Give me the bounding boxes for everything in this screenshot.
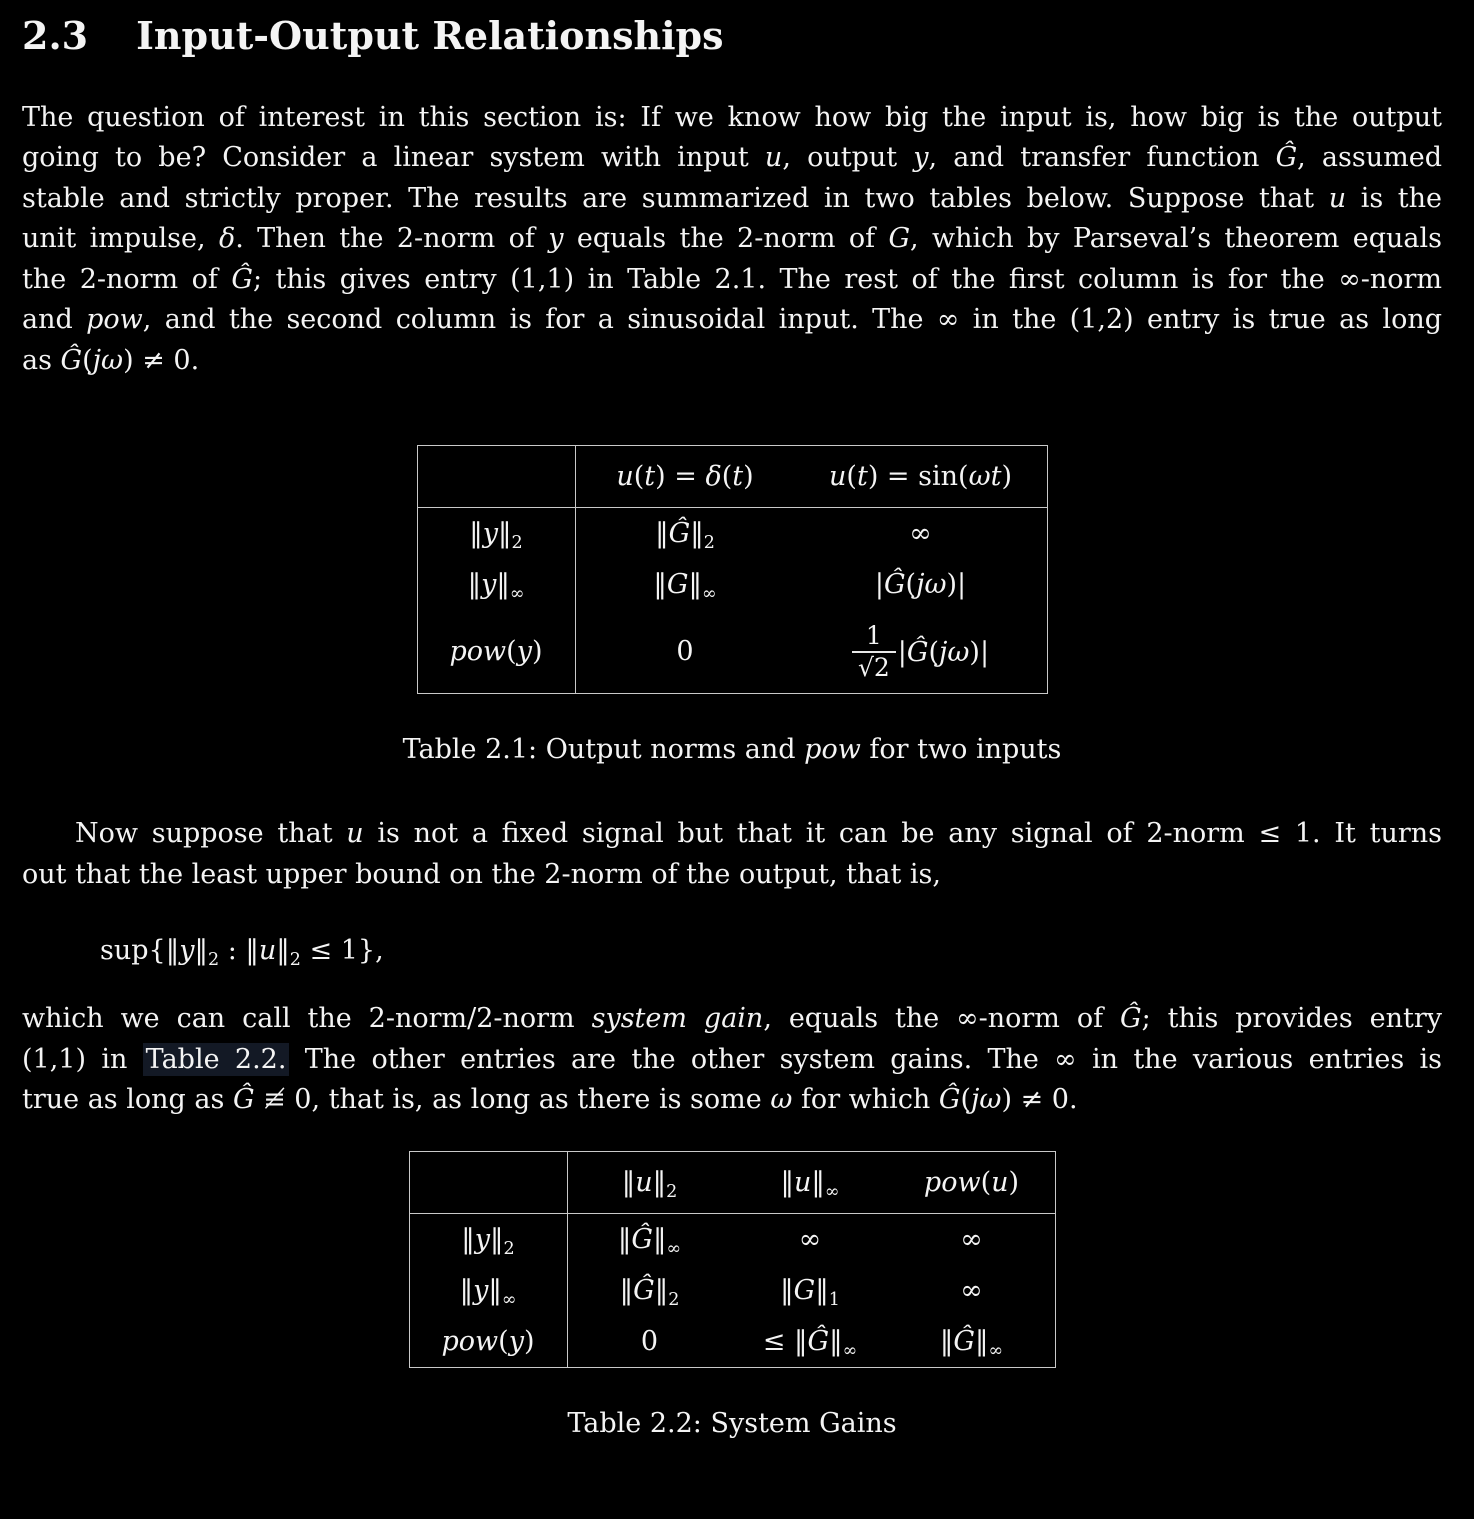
fraction-numerator: 1 [865, 621, 882, 650]
value-cell: $‖G‖_\infty$ [653, 569, 717, 605]
paragraph-intro [22, 98, 1442, 382]
value-cell: ≤ $‖Ĝ‖_\infty$ [762, 1325, 858, 1361]
fraction-expression [852, 621, 989, 683]
value-cell: $‖Ĝ‖_2$ [619, 1274, 680, 1310]
row-label-pow: pow(y) [409, 1316, 567, 1368]
value-cell: ∞ [960, 1274, 983, 1306]
row-label-yinfnorm: $‖y‖_\infty$ [409, 1265, 567, 1316]
value-cell: ∞ [909, 518, 932, 549]
value-cell: 0 [676, 636, 694, 667]
section-number: 2.3 [22, 13, 89, 58]
value-cell: $‖Ĝ‖_\infty$ [939, 1325, 1004, 1361]
row-label-yinfnorm: $‖y‖_\infty$ [417, 559, 575, 610]
text-line: going to be? Consider a linear system with input u, output y, and transfer function Ĝ, assumed [22, 142, 1442, 173]
blank-corner-cell [417, 446, 575, 508]
blank-corner-cell [409, 1151, 567, 1213]
sup-norm-equation: $sup\{‖y‖_2$ : $‖u‖_2 \le 1$}, [100, 935, 384, 971]
text-line: The question of interest in this section is: If we know how big the input is, how big is the output [22, 101, 1442, 133]
table-header-row [417, 446, 1047, 508]
table-row [409, 1316, 1055, 1368]
header-cell-sinusoid-input: u(t) = sin(ωt) [795, 446, 1048, 508]
table-2-1-wrapper [22, 445, 1442, 694]
value-cell: |Ĝ(jω)| [874, 569, 967, 600]
table-row [409, 1213, 1055, 1265]
header-cell-powu: pow(u) [889, 1151, 1056, 1213]
table-2-2-wrapper [22, 1151, 1442, 1368]
value-cell: 0 [640, 1325, 659, 1357]
text-line: true as long as Ĝ ≢ 0, that is, as long as there is some ω for which Ĝ(jω) ≠ 0. [22, 1084, 1078, 1115]
table-row [417, 610, 1047, 694]
text-line: as Ĝ(jω) ≠ 0. [22, 344, 200, 376]
fraction-denominator: √2 [852, 651, 896, 683]
text-line: and pow, and the second column is for a sinusoidal input. The ∞ in the (1,2) entry is true as long [22, 304, 1442, 335]
text-line: which we can call the 2-norm/2-norm system gain, equals the ∞-norm of Ĝ; this provides entry [22, 1003, 1442, 1034]
paragraph-system-gain [22, 999, 1442, 1121]
fraction-rest: |Ĝ(jω)| [897, 636, 990, 668]
paragraph-suppose [22, 814, 1442, 895]
text-line: out that the least upper bound on the 2-norm of the output, that is, [22, 858, 941, 890]
table-row [417, 559, 1047, 610]
table-header-row [409, 1151, 1055, 1213]
table-2-1-caption: Table 2.1: Output norms and pow for two inputs [402, 734, 1062, 765]
text-line: (1,1) in Table 2.2. The other entries are the other system gains. The ∞ in the various entries is [22, 1043, 1442, 1075]
text-line: unit impulse, δ. Then the 2-norm of y equals the 2-norm of G, which by Parseval’s theorem equals [22, 223, 1442, 254]
header-cell-impulse-input: u(t) = δ(t) [575, 446, 795, 508]
table-2-2-caption: Table 2.2: System Gains [567, 1407, 897, 1439]
text-line: the 2-norm of Ĝ; this gives entry (1,1) in Table 2.1. The rest of the first column is for the ∞-norm [22, 263, 1443, 295]
text-line: Now suppose that u is not a fixed signal but that it can be any signal of 2-norm ≤ 1. It turns [75, 818, 1442, 849]
row-label-pow: pow(y) [417, 610, 575, 694]
table-row [409, 1265, 1055, 1316]
row-label-y2norm: $‖y‖_2$ [417, 508, 575, 560]
text-line: stable and strictly proper. The results are summarized in two tables below. Suppose that u is the [22, 182, 1443, 214]
value-cell: $‖Ĝ‖_2$ [655, 518, 715, 554]
value-cell: $‖G‖_1$ [780, 1274, 840, 1310]
system-gains-table [409, 1151, 1056, 1368]
section-title: Input-Output Relationships [136, 13, 724, 58]
value-cell: ∞ [960, 1223, 983, 1255]
value-cell-fraction [795, 610, 1048, 694]
row-label-y2norm: $‖y‖_2$ [409, 1213, 567, 1265]
value-cell: $‖Ĝ‖_\infty$ [617, 1223, 682, 1259]
table-row [417, 508, 1047, 560]
header-cell-uinfnorm: $‖u‖_\infty$ [732, 1151, 889, 1213]
section-heading [22, 12, 1442, 60]
one-over-sqrt2-fraction [852, 621, 896, 683]
table-2-2-link[interactable]: Table 2.2. [143, 1043, 290, 1076]
output-norms-table [417, 445, 1048, 694]
value-cell: ∞ [798, 1223, 822, 1255]
header-cell-u2norm: $‖u‖_2$ [567, 1151, 732, 1213]
